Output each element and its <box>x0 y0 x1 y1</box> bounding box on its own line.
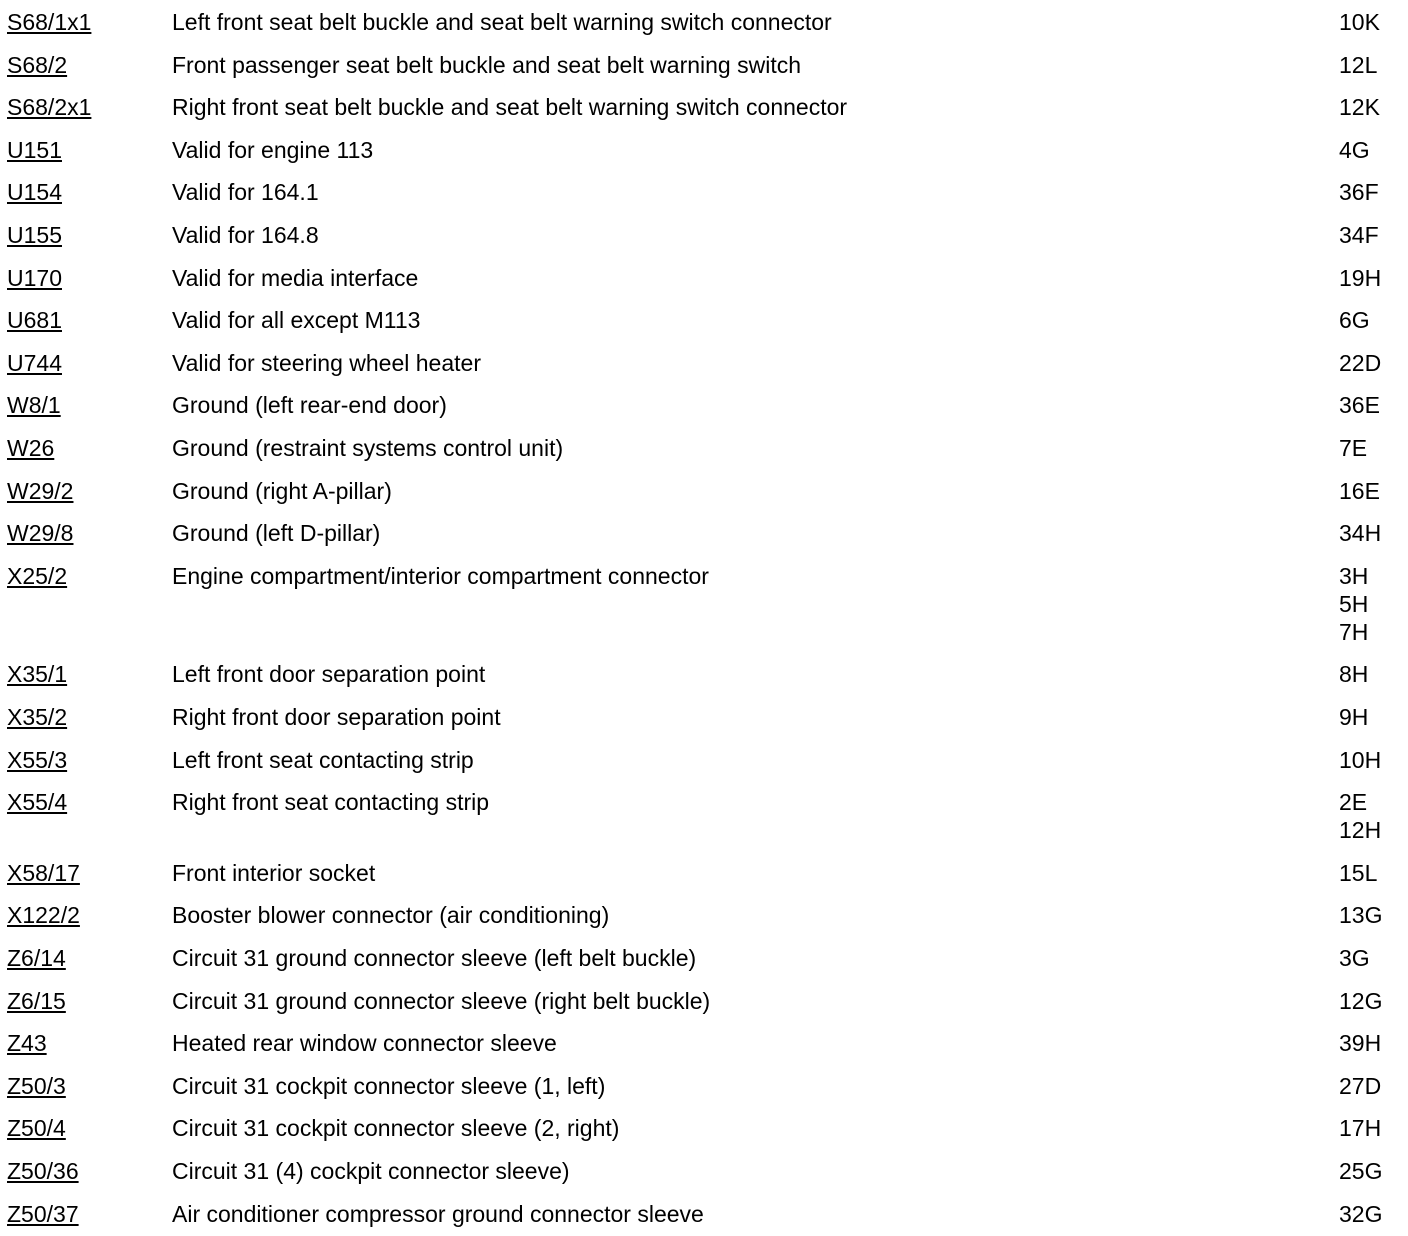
component-description: Heated rear window connector sleeve <box>172 1030 557 1057</box>
grid-reference: 34H <box>1339 520 1382 547</box>
grid-reference: 5H <box>1339 590 1369 617</box>
grid-reference-list <box>1339 434 1367 462</box>
grid-reference-list <box>1339 1157 1382 1185</box>
grid-reference: 3G <box>1339 945 1370 971</box>
grid-reference: 3H <box>1339 562 1369 589</box>
component-code-link[interactable]: U744 <box>7 349 62 376</box>
grid-reference: 25G <box>1339 1158 1383 1184</box>
component-description: Ground (right A-pillar) <box>172 477 392 504</box>
grid-reference-list <box>1339 562 1368 646</box>
grid-reference-list <box>1339 987 1382 1015</box>
grid-reference-list <box>1339 8 1380 36</box>
component-code-link[interactable]: X58/17 <box>7 859 80 886</box>
grid-reference-list <box>1339 519 1381 547</box>
component-description: Ground (left rear-end door) <box>172 392 447 419</box>
component-code-link[interactable]: U681 <box>7 307 62 334</box>
grid-reference: 34F <box>1339 222 1379 248</box>
grid-reference: 7E <box>1339 435 1368 461</box>
grid-reference: 8H <box>1339 661 1369 688</box>
component-code-link[interactable]: Z50/37 <box>7 1200 79 1227</box>
grid-reference: 17H <box>1339 1115 1382 1142</box>
grid-reference: 2E <box>1339 789 1368 816</box>
component-description: Air conditioner compressor ground connector sleeve <box>172 1200 704 1227</box>
grid-reference-list <box>1339 264 1381 292</box>
component-code-link[interactable]: W26 <box>7 435 55 461</box>
grid-reference: 12G <box>1339 987 1383 1014</box>
grid-reference-list <box>1339 136 1370 164</box>
grid-reference: 39H <box>1339 1030 1382 1057</box>
grid-reference-list <box>1339 901 1382 929</box>
grid-reference-list <box>1339 221 1379 249</box>
grid-reference-list <box>1339 703 1368 731</box>
component-description: Circuit 31 ground connector sleeve (left belt buckle) <box>172 945 697 971</box>
grid-reference-list <box>1339 1114 1381 1142</box>
component-code-link[interactable]: U155 <box>7 222 62 248</box>
grid-reference: 16E <box>1339 477 1380 504</box>
component-description: Circuit 31 cockpit connector sleeve (2, right) <box>172 1115 620 1142</box>
component-description: Circuit 31 ground connector sleeve (right belt buckle) <box>172 987 711 1014</box>
component-code-link[interactable]: Z6/15 <box>7 987 66 1014</box>
component-code-link[interactable]: Z50/36 <box>7 1158 79 1184</box>
grid-reference-list <box>1339 660 1368 688</box>
component-description: Ground (restraint systems control unit) <box>172 435 564 461</box>
component-code-link[interactable]: S68/1x1 <box>7 9 92 35</box>
component-description: Right front door separation point <box>172 704 501 730</box>
component-code-link[interactable]: U151 <box>7 136 62 163</box>
component-code-link[interactable]: W29/8 <box>7 520 74 547</box>
grid-reference: 22D <box>1339 349 1382 376</box>
component-code-link[interactable]: X35/1 <box>7 661 68 688</box>
component-description: Engine compartment/interior compartment connector <box>172 562 709 589</box>
component-description: Valid for all except M113 <box>172 307 421 334</box>
grid-reference-list <box>1339 51 1377 79</box>
component-code-link[interactable]: Z43 <box>7 1030 47 1057</box>
grid-reference-list <box>1339 788 1381 844</box>
component-description: Valid for media interface <box>172 264 419 291</box>
component-code-link[interactable]: U154 <box>7 179 62 206</box>
grid-reference-list <box>1339 1200 1382 1228</box>
grid-reference: 32G <box>1339 1200 1383 1227</box>
component-code-link[interactable]: X55/4 <box>7 789 68 816</box>
component-code-link[interactable]: W8/1 <box>7 392 61 419</box>
component-code-link[interactable]: X122/2 <box>7 902 80 929</box>
grid-reference-list <box>1339 944 1370 972</box>
component-code-link[interactable]: Z50/3 <box>7 1072 66 1099</box>
component-description: Circuit 31 (4) cockpit connector sleeve) <box>172 1158 570 1184</box>
grid-reference: 6G <box>1339 307 1370 334</box>
grid-reference-list <box>1339 1072 1381 1100</box>
component-description: Booster blower connector (air conditioning) <box>172 902 610 929</box>
grid-reference: 19H <box>1339 264 1382 291</box>
grid-reference-list <box>1339 178 1379 206</box>
grid-reference: 12K <box>1339 94 1380 121</box>
component-code-link[interactable]: X25/2 <box>7 562 68 589</box>
component-description: Front interior socket <box>172 859 376 886</box>
component-code-link[interactable]: S68/2x1 <box>7 94 92 121</box>
grid-reference-list <box>1339 477 1380 505</box>
grid-reference: 9H <box>1339 704 1369 730</box>
component-description: Left front door separation point <box>172 661 486 688</box>
component-description: Left front seat contacting strip <box>172 746 474 773</box>
component-description: Left front seat belt buckle and seat belt warning switch connector <box>172 9 832 35</box>
component-description: Right front seat belt buckle and seat belt warning switch connector <box>172 94 848 121</box>
component-description: Right front seat contacting strip <box>172 789 490 816</box>
grid-reference-list <box>1339 859 1377 887</box>
grid-reference: 36F <box>1339 179 1379 206</box>
component-description: Front passenger seat belt buckle and seat belt warning switch <box>172 51 802 78</box>
component-description: Valid for steering wheel heater <box>172 349 481 376</box>
grid-reference-list <box>1339 746 1381 774</box>
grid-reference: 12H <box>1339 817 1382 844</box>
component-description: Valid for 164.1 <box>172 179 319 206</box>
grid-reference: 15L <box>1339 859 1378 886</box>
component-description: Valid for 164.8 <box>172 222 319 248</box>
grid-reference: 12L <box>1339 51 1378 78</box>
component-code-link[interactable]: S68/2 <box>7 51 68 78</box>
grid-reference-list <box>1339 349 1381 377</box>
grid-reference-list <box>1339 391 1380 419</box>
component-code-link[interactable]: U170 <box>7 264 62 291</box>
component-description: Ground (left D-pillar) <box>172 520 381 547</box>
grid-reference: 27D <box>1339 1072 1382 1099</box>
grid-reference: 10K <box>1339 9 1380 35</box>
component-code-link[interactable]: X35/2 <box>7 704 68 730</box>
component-description: Circuit 31 cockpit connector sleeve (1, left) <box>172 1072 606 1099</box>
grid-reference: 10H <box>1339 746 1382 773</box>
grid-reference-list <box>1339 93 1380 121</box>
grid-reference: 13G <box>1339 902 1383 929</box>
component-code-link[interactable]: X55/3 <box>7 746 68 773</box>
grid-reference: 4G <box>1339 136 1370 163</box>
component-code-link[interactable]: W29/2 <box>7 477 74 504</box>
grid-reference-list <box>1339 306 1370 334</box>
component-description: Valid for engine 113 <box>172 136 374 163</box>
grid-reference: 36E <box>1339 392 1380 419</box>
component-code-link[interactable]: Z50/4 <box>7 1115 66 1142</box>
grid-reference: 7H <box>1339 618 1369 645</box>
component-code-link[interactable]: Z6/14 <box>7 945 66 971</box>
grid-reference-list <box>1339 1029 1381 1057</box>
